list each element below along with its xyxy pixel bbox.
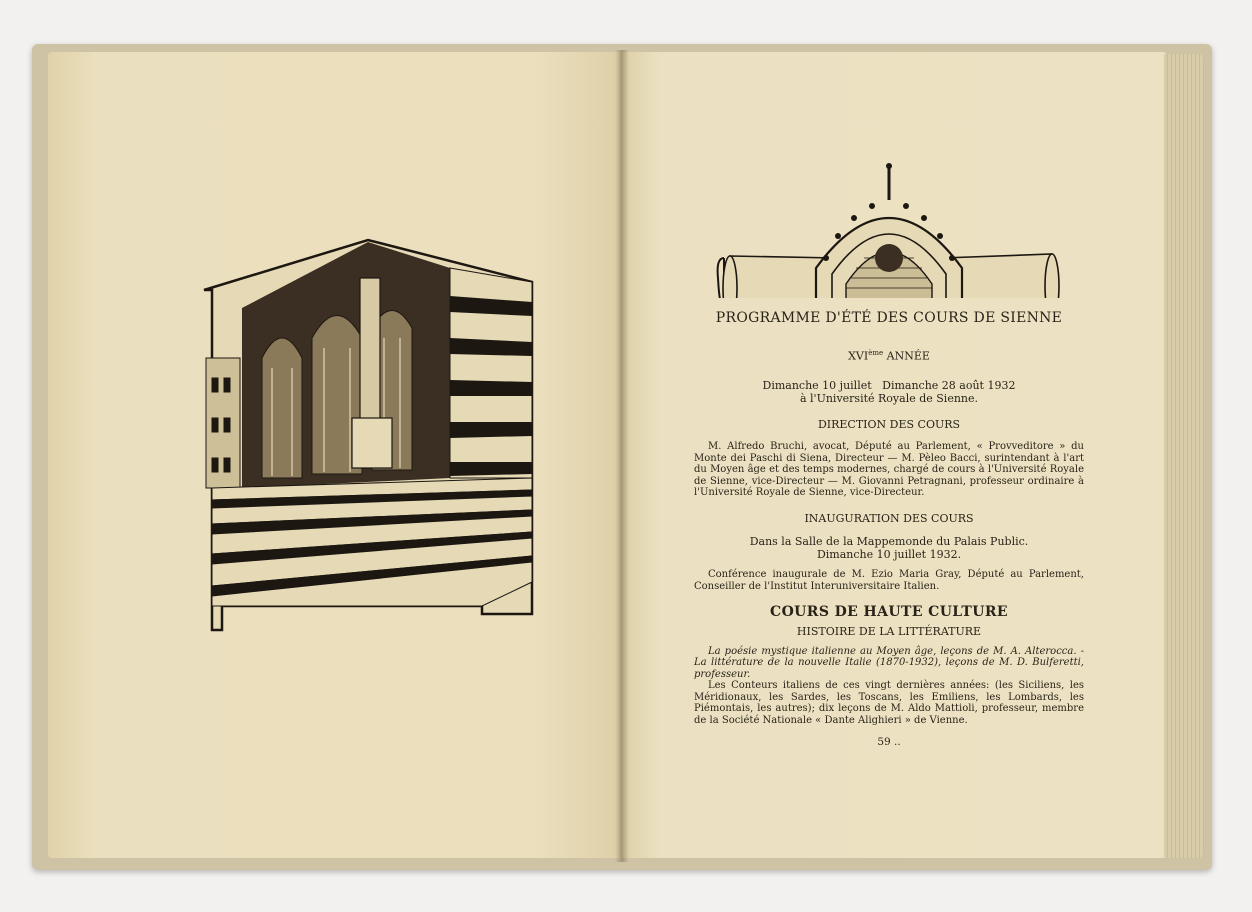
direction-heading: DIRECTION DES COURS [817,417,961,431]
year-label: XVIème ANNÉE [848,348,930,363]
inauguration-text: Conférence inaugurale de M. Ezio Maria Gray, Député au Parlement, Conseiller de l'Institut Interuniversitaire Italien. [694,569,1084,592]
open-book [32,44,1212,870]
inauguration-line-1: Dans la Salle de la Mappemonde du Palais Public. [749,535,1029,549]
page-edges [1164,54,1204,858]
right-page [622,52,1167,858]
litterature-para-1: La poésie mystique italienne au Moyen âge, leçons de M. A. Alterocca. - La littérature de la nouvelle Italie (1870-1932), leçons de M. D. Bulferetti, professeur. [694,645,1084,680]
page-number: 59 .. [877,736,901,749]
litterature-heading: HISTOIRE DE LA LITTÉRATURE [796,624,982,638]
dates-line-2: à l'Université Royale de Sienne. [799,391,979,405]
inauguration-heading: INAUGURATION DES COURS [804,511,974,525]
haute-culture-heading: COURS DE HAUTE CULTURE [770,604,1008,621]
book-gutter [615,50,629,862]
left-page [48,52,620,858]
dates-line-1: Dimanche 10 juillet Dimanche 28 août 1932 [762,378,1016,392]
gothic-arch-scroll-ornament [716,108,1062,298]
direction-text: M. Alfredo Bruchi, avocat, Député au Parlement, « Provveditore » du Monte dei Paschi di Siena, Directeur — M. Pèleo Bacci, surintendant à l'art du Moyen âge et des temps modernes, chargé de cours à l'Université Royale de Sienne, vice-Directeur — M. Giovanni Petragnani, professeur ordinaire à l'Université Royale de Sienne, vice-Directeur. [694,441,1084,499]
programme-text [694,312,1084,749]
litterature-para-2: Les Conteurs italiens de ces vingt dernières années: (les Siciliens, les Méridionaux, les Sardes, les Toscans, les Emiliens, les Lombards, les Piémontais, les autres); dix leçons de M. Aldo Mattioli, professeur, membre de la Société Nationale « Dante Alighieri » de Vienne. [694,680,1084,726]
cathedral-steps-illustration [202,238,538,638]
programme-title: PROGRAMME D'ÉTÉ DES COURS DE SIENNE [715,310,1063,326]
inauguration-line-2: Dimanche 10 juillet 1932. [816,548,962,562]
